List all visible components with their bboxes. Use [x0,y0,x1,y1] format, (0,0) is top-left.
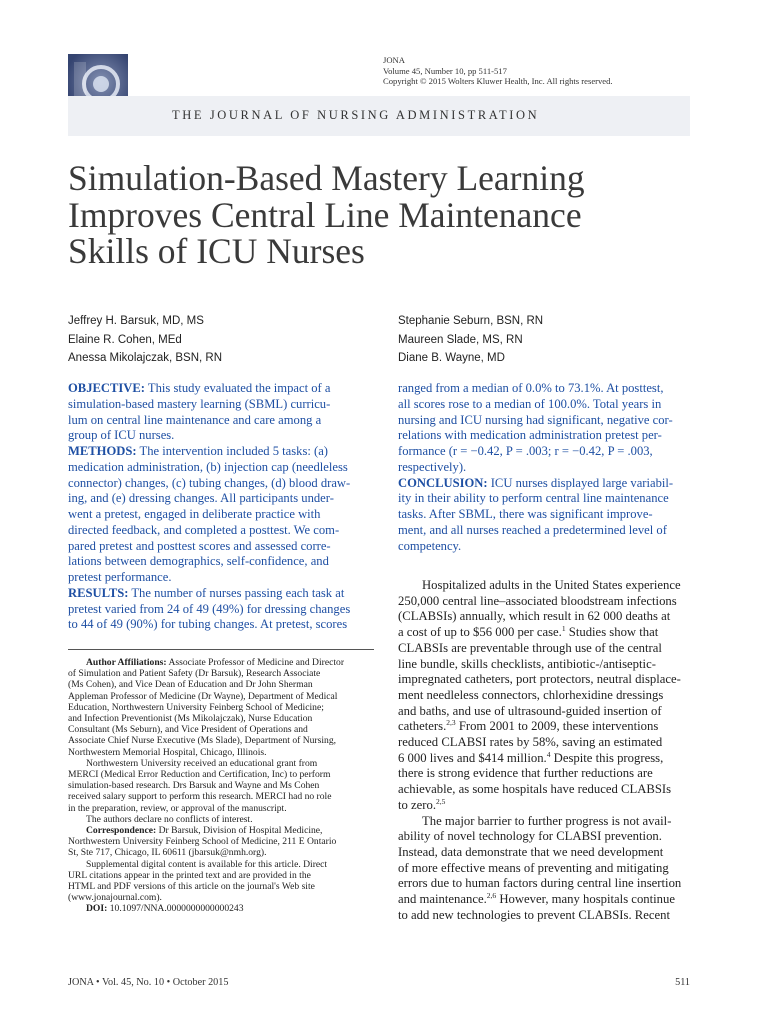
body-line [398,814,681,830]
abstract-line [68,381,350,397]
abstract-line [398,397,673,413]
abstract-line [68,523,350,539]
body-line [398,782,681,798]
affiliation-line [68,769,344,780]
affiliation-text: HTML and PDF versions of this article on the journal's Web site [68,881,315,893]
author-name: Diane B. Wayne, MD [398,352,505,364]
authors-right [398,312,543,368]
abstract-section-heading: RESULTS: [68,585,129,600]
affiliation-text: Supplemental digital content is available for this article. Direct [86,858,328,870]
footer-bullet: • [166,977,173,988]
abstract-section-heading: OBJECTIVE: [68,381,145,395]
abstract-section-heading: METHODS: [68,444,137,458]
affiliation-text: of Simulation and Patient Safety (Dr Barsuk), Research Associate [68,668,321,680]
affiliation-text: Dr Barsuk, Division of Hospital Medicine, [156,825,323,837]
affiliation-line [68,892,344,903]
body-line [398,719,681,735]
abstract-text: all scores rose to a median of 100.0%. Total years in [398,396,662,411]
body-text: 6 000 lives and $414 million. [398,750,547,765]
body-line [398,861,681,877]
body-line [398,609,681,625]
abstract-text: pretest varied from 24 of 49 (49%) for dressing changes [68,601,351,616]
body-line [398,798,681,814]
affiliation-line [68,836,344,847]
body-line [398,766,681,782]
body-text: to zero. [398,797,437,812]
affiliation-line [68,859,344,870]
affiliation-label: Author Affiliations: [86,657,167,668]
author-affiliations [68,657,344,915]
abstract-line [68,602,350,618]
body-line [398,892,681,908]
body-text: ability of novel technology for CLABSI prevention. [398,829,662,844]
body-text: (CLABSIs) annually, which result in 62 000 deaths at [398,609,671,624]
affiliation-line [68,702,344,713]
body-text: The major barrier to further progress is not avail- [422,813,672,828]
abstract-text: ranged from a median of 0.0% to 73.1%. At posttest, [398,381,664,395]
abstract-text: formance (r = −0.42, P = .003; r = −0.42, P = .003, [398,444,653,458]
abstract-left-column [68,381,350,633]
abstract-text: The intervention included 5 tasks: (a) [136,444,328,458]
footer-bullet: • [96,977,102,988]
body-line [398,829,681,845]
footer-volume: Vol. 45, No. 10 [101,977,165,988]
affiliation-line [68,814,344,825]
abstract-line [398,444,673,460]
abstract-text: group of ICU nurses. [68,428,175,443]
affiliation-line [68,870,344,881]
body-text: and baths, and use of ultrasound-guided insertion of [398,703,662,718]
journal-abbrev: JONA [383,55,405,65]
abstract-right-column [398,381,673,554]
author-name: Anessa Mikolajczak, BSN, RN [68,352,223,364]
body-text: 250,000 central line–associated bloodstream infections [398,593,677,608]
abstract-line [68,397,350,413]
body-text: of more effective means of preventing and mitigating [398,860,669,875]
affiliation-line [68,747,344,758]
abstract-line [398,428,673,444]
affiliation-line [68,735,344,746]
abstract-line [398,381,673,397]
affiliation-text: Northwestern University Feinberg School of Medicine, 211 E Ontario [68,836,337,848]
abstract-text: ing, and (e) dressing changes. All participants under- [68,491,334,506]
abstract-text: This study evaluated the impact of a [144,381,331,395]
affiliation-line [68,903,344,914]
body-line [398,641,681,657]
abstract-text: lum on central line maintenance and care among a [68,412,322,427]
affiliation-text: St, Ste 717, Chicago, IL 60611 (jbarsuk@nmh.org). [68,847,267,859]
affiliation-text: URL citations appear in the printed text and are provided in the [68,869,311,881]
footer-journal: JONA [68,977,94,988]
body-line [398,908,681,924]
footer-date: October 2015 [172,977,229,988]
citation-ref: 2,3 [446,718,456,728]
journal-meta [383,55,613,87]
body-text: a cost of up to $56 000 per case. [398,625,562,640]
body-text: reduced CLABSI rates by 58%, saving an estimated [398,735,663,750]
body-line [398,672,681,688]
abstract-text: medication administration, (b) injection cap (needleless [68,459,348,474]
abstract-text: lations between demographics, self-confidence, and [68,554,329,569]
abstract-line [398,413,673,429]
abstract-text: directed feedback, and completed a posttest. We com- [68,522,340,537]
affiliation-text: (Ms Cohen), and Vice Dean of Education and Dr John Sherman [68,679,313,691]
body-text: to add new technologies to prevent CLABSIs. Recent [398,907,671,922]
abstract-line [68,460,350,476]
page-footer [68,977,228,988]
body-text: there is strong evidence that further reductions are [398,766,653,781]
body-text: achievable, as some hospitals have reduced CLABSIs [398,782,672,797]
affiliation-text: MERCI (Medical Error Reduction and Certification, Inc) to perform [68,769,331,781]
affiliation-text: received salary support to perform this research. MERCI had no role [68,791,332,803]
citation-ref: 2,5 [436,796,446,806]
abstract-text: connector) changes, (c) tubing changes, (d) blood draw- [68,475,351,490]
body-text: Hospitalized adults in the United States experience [422,578,681,592]
abstract-line [68,539,350,555]
affiliation-line [68,825,344,836]
abstract-line [398,523,673,539]
abstract-line [398,491,673,507]
affiliation-text: simulation-based research. Drs Barsuk and Wayne and Ms Cohen [68,780,320,792]
abstract-line [68,413,350,429]
affiliation-text: in the preparation, review, or approval of the manuscript. [68,802,287,814]
citation-ref: 2,6 [486,890,497,900]
affiliation-line [68,713,344,724]
body-line [398,688,681,704]
journal-name: THE JOURNAL OF NURSING ADMINISTRATION [172,108,540,122]
affiliation-text: Education, Northwestern University Feinberg School of Medicine; [68,701,324,713]
author-name: Elaine R. Cohen, MEd [68,333,182,346]
abstract-text: nursing and ICU nursing had significant, negative cor- [398,412,673,427]
copyright-line: Copyright © 2015 Wolters Kluwer Health, Inc. All rights reserved. [383,76,613,86]
body-line [398,845,681,861]
citation-ref: 1 [561,623,566,633]
abstract-line [398,539,673,555]
abstract-text: simulation-based mastery learning (SBML) curricu- [68,396,331,411]
abstract-line [68,428,350,444]
affiliation-line [68,668,344,679]
affiliation-text: Consultant (Ms Seburn), and Vice President of Operations and [68,724,308,736]
citation-ref: 4 [546,749,551,759]
body-line [398,735,681,751]
body-line [398,751,681,767]
abstract-text: competency. [398,538,462,553]
abstract-line [398,476,673,492]
affiliation-line [68,791,344,802]
title-line: Improves Central Line Maintenance [68,194,582,235]
affiliation-label: DOI: [86,903,108,915]
abstract-text: pretest performance. [68,570,172,584]
abstract-text: ity in their ability to perform central line maintenance [398,491,669,506]
affiliation-text: and Infection Preventionist (Ms Mikolajczak), Nurse Education [68,713,313,725]
body-text: catheters. [398,719,447,734]
page-number: 511 [675,977,690,988]
abstract-text: The number of nurses passing each task at [128,585,345,600]
abstract-text: ICU nurses displayed large variabil- [487,475,674,490]
abstract-text: tasks. After SBML, there was significant improve- [398,507,653,521]
affiliation-text: (www.jonajournal.com). [68,892,162,904]
body-line [398,876,681,892]
abstract-text: went a pretest, engaged in deliberate practice with [68,507,321,521]
body-text: line bundle, skills checklists, antibiotic-/antiseptic- [398,656,656,671]
body-text: Studies show that [565,625,659,640]
abstract-section-heading: CONCLUSION: [398,475,488,490]
body-text [398,578,681,923]
abstract-text: to 44 of 49 (90%) for tubing changes. At pretest, scores [68,617,348,632]
abstract-text: pared pretest and posttest scores and assessed corre- [68,538,331,553]
author-name: Maureen Slade, MS, RN [398,333,523,346]
body-text: impregnated catheters, port protectors, neutral displace- [398,672,681,687]
title-line: Simulation-Based Mastery Learning [68,158,585,198]
volume-line: Volume 45, Number 10, pp 511-517 [383,65,507,76]
affiliation-line [68,679,344,690]
abstract-line [68,476,350,492]
abstract-line [68,586,350,602]
affiliation-text: Associate Chief Nurse Executive (Ms Slade), Department of Nursing, [68,735,337,747]
affiliation-line [68,691,344,702]
affiliation-text: Appleman Professor of Medicine (Dr Wayne), Department of Medical [68,690,338,702]
affiliation-line [68,881,344,892]
affiliation-line [68,847,344,858]
affiliation-text: The authors declare no conflicts of interest. [86,813,253,825]
abstract-line [68,617,350,633]
affiliation-line [68,724,344,735]
title-line: Skills of ICU Nurses [68,231,365,271]
body-text: ment needleless connectors, chlorhexidine dressings [398,687,664,702]
abstract-text: ment, and all nurses reached a predetermined level of [398,522,667,537]
body-line [398,704,681,720]
body-text: Despite this progress, [550,750,664,765]
abstract-line [68,507,350,523]
abstract-line [68,554,350,570]
body-line [398,594,681,610]
abstract-line [68,491,350,507]
body-line [398,625,681,641]
author-name: Jeffrey H. Barsuk, MD, MS [68,315,204,327]
body-line [398,657,681,673]
abstract-line [68,570,350,586]
affiliation-line [68,758,344,769]
abstract-line [398,507,673,523]
affiliation-text: 10.1097/NNA.0000000000000243 [107,903,244,915]
abstract-line [398,460,673,476]
affiliation-label: Correspondence: [86,825,157,837]
body-text: However, many hospitals continue [496,892,675,907]
body-text: Instead, data demonstrate that we need development [398,844,664,859]
body-text: and maintenance. [398,892,487,907]
affiliation-text: Northwestern University received an educational grant from [86,757,318,769]
abstract-line [68,444,350,460]
abstract-text: respectively). [398,459,467,474]
body-text: errors due to human factors during central line insertion [398,876,682,891]
abstract-text: relations with medication administration pretest per- [398,428,662,443]
footnote-divider [68,649,374,650]
author-name: Stephanie Seburn, BSN, RN [398,315,544,327]
authors-left [68,312,222,368]
body-text: From 2001 to 2009, these interventions [455,719,659,734]
article-title [68,160,585,270]
affiliation-line [68,803,344,814]
body-line [398,578,681,594]
body-text: CLABSIs are preventable through use of the central [398,640,662,655]
affiliation-text: Northwestern Memorial Hospital, Chicago, Illinois. [68,746,267,758]
affiliation-line [68,780,344,791]
affiliation-text: Associate Professor of Medicine and Director [166,657,345,668]
affiliation-line [68,657,344,668]
